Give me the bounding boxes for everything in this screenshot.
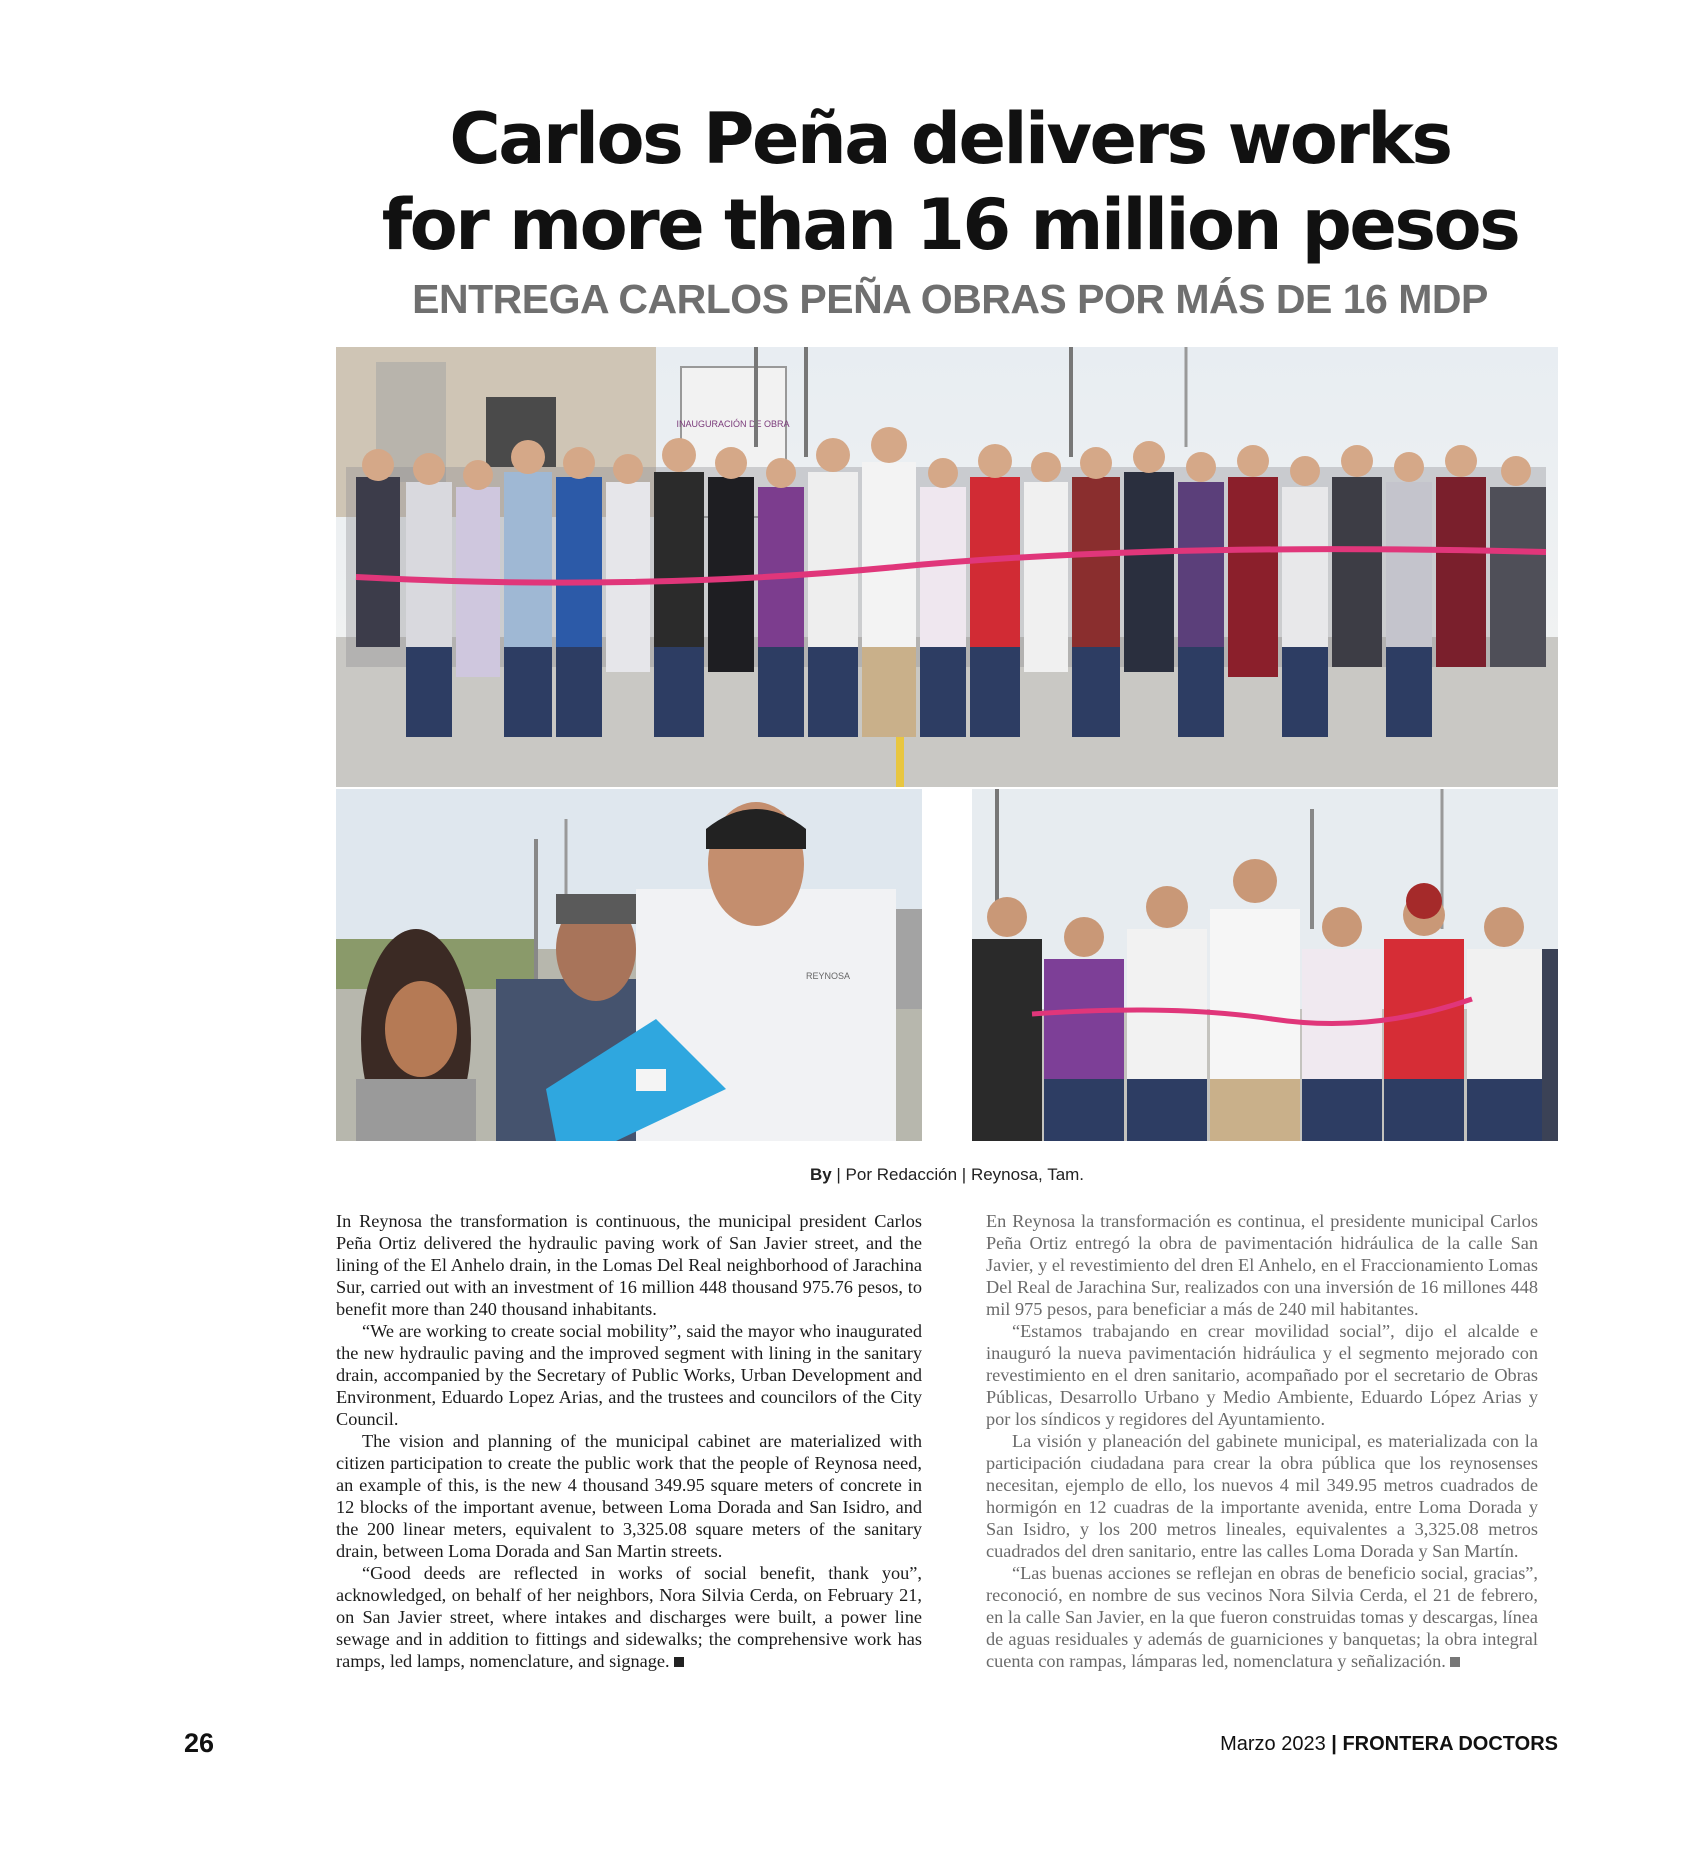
inauguration-sign-text: INAUGURACIÓN DE OBRA xyxy=(676,419,790,429)
article-es-paragraph: “Estamos trabajando en crear movilidad social”, dijo el alcalde e inauguró la nueva pavimentación hidráulica y el segmento mejorado con revestimiento en el dren sanitario, acompañado por el secretario de Obras Públicas, Desarrollo Urbano y Medio Ambiente, Eduardo López Arias y por los síndicos y regidores del Ayuntamiento. xyxy=(986,1321,1538,1429)
end-mark-icon xyxy=(674,1657,684,1667)
mayor-with-residents-photo xyxy=(336,789,922,1141)
article-es-paragraph: La visión y planeación del gabinete municipal, es materializada con la participación ciudadana para crear la obra pública que los reynosenses necesitan, ejemplo de ello, los nuevos 4 mil 349.95 metros cuadrados de hormigón en 12 cuadras de la importante avenida, entre Loma Dorada y San Isidro, y los 200 metros lineales, equivalentes a 3,325.08 metros cuadrados del dren sanitario, entre las calles Loma Dorada y San Martín. xyxy=(986,1431,1538,1561)
page-number: 26 xyxy=(184,1728,215,1758)
headline-line-1: Carlos Peña delivers works xyxy=(449,98,1451,180)
footer-publication xyxy=(1220,1733,1558,1756)
headline-line-2: for more than 16 million pesos xyxy=(381,184,1519,266)
ribbon-cutting-closeup-photo xyxy=(972,789,1558,1141)
article-english-column xyxy=(336,1210,922,1672)
footer-separator: | xyxy=(1331,1733,1337,1755)
shirt-logo-text: REYNOSA xyxy=(806,971,851,981)
footer-date: Marzo 2023 xyxy=(1220,1733,1326,1755)
article-es-paragraph-last: “Las buenas acciones se reflejan en obras de beneficio social, gracias”, reconoció, en nombre de sus vecinos Nora Silvia Cerda, el 21 de febrero, en la calle San Javier, en la que fueron construidas tomas y descargas, línea de aguas residuales y además de guarniciones y banquetas; la obra integral cuenta con rampas, lámparas led, nomenclatura y señalización. xyxy=(986,1563,1538,1671)
byline-by: By xyxy=(809,1165,832,1184)
ribbon-cutting-photo xyxy=(336,347,1558,787)
article-en-paragraph: “We are working to create social mobility”, said the mayor who inaugurated the new hydraulic paving and the improved segment with lining in the sanitary drain, accompanied by the Secretary of Public Works, Urban Development and Environment, Eduardo Lopez Arias, and the trustees and councilors of the City Council. xyxy=(336,1321,922,1429)
headline xyxy=(340,96,1560,268)
byline xyxy=(336,1165,1558,1185)
headline-subtitle: ENTREGA CARLOS PEÑA OBRAS POR MÁS DE 16 MDP xyxy=(412,276,1488,322)
byline-location: Reynosa, Tam. xyxy=(970,1165,1085,1184)
article-en-paragraph: In Reynosa the transformation is continuous, the municipal president Carlos Peña Ortiz delivered the hydraulic paving work of San Javier street, and the lining of the El Anhelo drain, in the Lomas Del Real neighborhood of Jarachina Sur, carried out with an investment of 16 million 448 thousand 975.76 pesos, to benefit more than 240 thousand inhabitants. xyxy=(336,1211,922,1319)
article-en-paragraph-last: “Good deeds are reflected in works of social benefit, thank you”, acknowledged, on behalf of her neighbors, Nora Silvia Cerda, on February 21, on San Javier street, where intakes and discharges were built, a power line sewage and in addition to fittings and sidewalks; the comprehensive work has ramps, led lamps, nomenclature, and signage. xyxy=(336,1563,922,1671)
byline-author: | Por Redacción | xyxy=(836,1165,967,1184)
end-mark-icon xyxy=(1450,1657,1460,1667)
article-en-paragraph: The vision and planning of the municipal cabinet are materialized with citizen participation to create the public work that the people of Reynosa need, an example of this, is the new 4 thousand 349.95 square meters of concrete in 12 blocks of the important avenue, between Loma Dorada and San Isidro, and the 200 linear meters, equivalent to 3,325.08 square meters of the sanitary drain, between Loma Dorada and San Martin streets. xyxy=(336,1431,922,1561)
article-spanish-column xyxy=(986,1210,1538,1672)
article-es-paragraph: En Reynosa la transformación es continua, el presidente municipal Carlos Peña Ortiz entregó la obra de pavimentación hidráulica de la calle San Javier, y el revestimiento del dren El Anhelo, en el Fraccionamiento Lomas Del Real de Jarachina Sur, realizados con una inversión de 16 millones 448 mil 975 pesos, para beneficiar a más de 240 mil habitantes. xyxy=(986,1211,1538,1319)
footer-publication-name: FRONTERA DOCTORS xyxy=(1342,1733,1558,1755)
